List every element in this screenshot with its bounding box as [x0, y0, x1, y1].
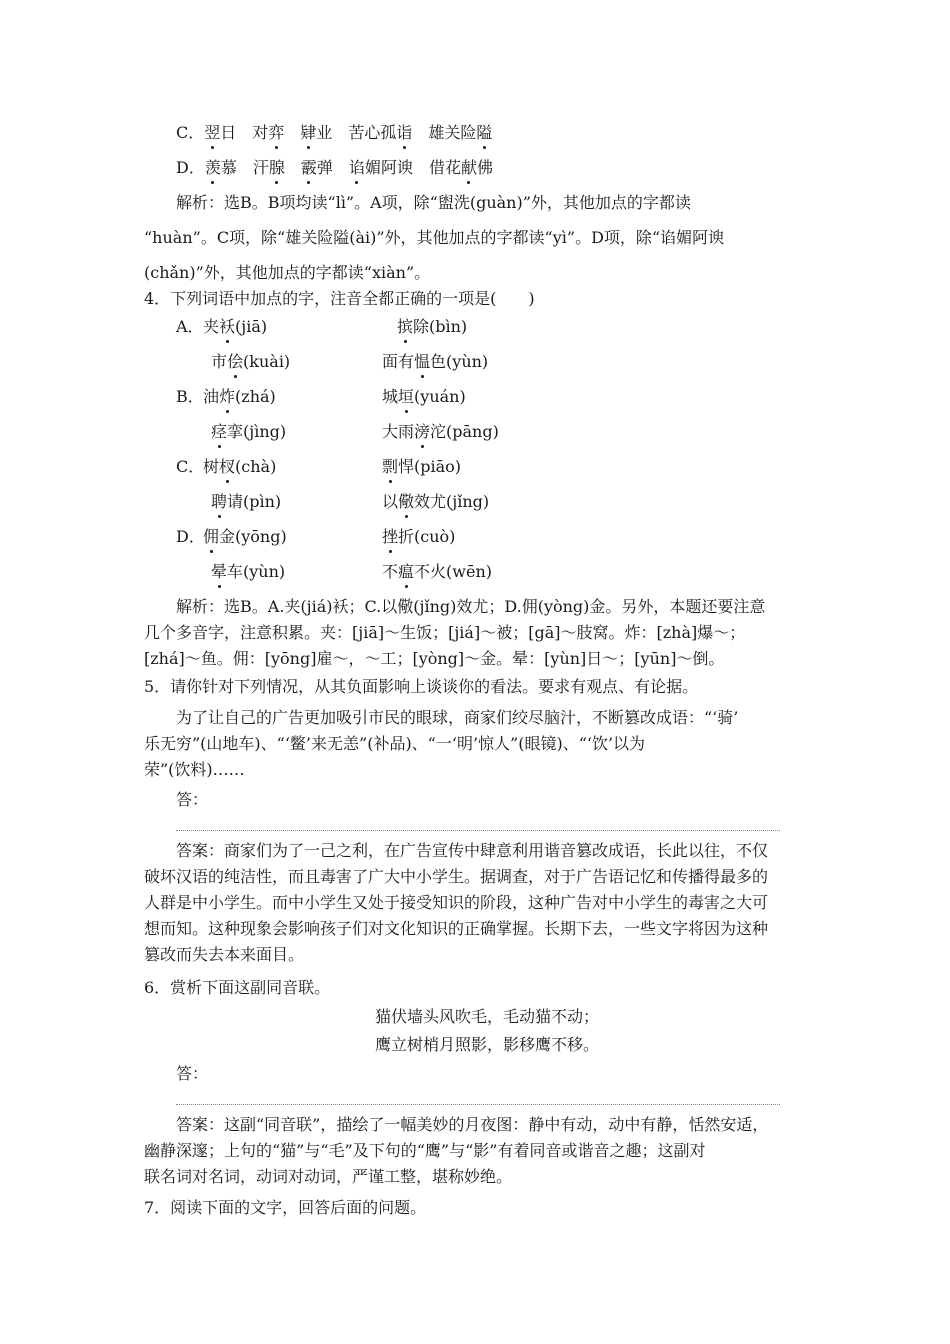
q4-option-item: 以儆效尤(jǐng): [382, 492, 490, 511]
q6-answer-prompt: 答：: [176, 1064, 209, 1083]
q6-couplet-line: 猫伏墙头风吹毛，毛动猫不动；: [375, 1007, 600, 1026]
q4-option-item: 痉挛(jìng): [211, 422, 287, 441]
q4-option-item: 不瘟不火(wēn): [382, 562, 492, 581]
q5-passage-line: 荣”(饮料)……: [144, 760, 245, 779]
q6-question: 6．赏析下面这副同音联。: [144, 978, 331, 997]
q6-answer-line: 幽静深邃；上句的“猫”与“毛”及下句的“鹰”与“影”有着同音或谐音之趣；这副对: [144, 1141, 706, 1160]
dotted-char: 侩: [227, 352, 244, 371]
q4-option-label: C．: [176, 457, 205, 476]
q3-option-c: C．翌日 对弈 肄业 苦心孤诣 雄关险隘: [176, 123, 493, 142]
q4-option-label: A．: [176, 317, 204, 336]
q3-option-d: D．羡慕 汗腺 霰弹 谄媚阿谀 借花献佛: [176, 158, 494, 177]
q4-option-item: 夹袄(jiā): [203, 317, 268, 336]
q4-option-label: B．: [176, 387, 204, 406]
dotted-char: 献: [460, 158, 477, 177]
dotted-char: 腺: [268, 158, 285, 177]
q5-answer-line: 破坏汉语的纯洁性，而且毒害了广大中小学生。据调查，对于广告语记忆和传播得最多的: [144, 867, 769, 886]
answer-line: [176, 1104, 780, 1105]
dotted-char: 谄: [348, 158, 365, 177]
q4-option-item: 大雨滂沱(pāng): [382, 422, 499, 441]
dotted-char: 愠: [414, 352, 431, 371]
q5-answer-line: 答案：商家们为了一己之利，在广告宣传中肆意利用谐音篡改成语，长此以往，不仅: [176, 841, 769, 860]
dotted-char: 剽: [382, 457, 399, 476]
q4-option-item: 挫折(cuò): [382, 527, 456, 546]
dotted-char: 肄: [300, 123, 317, 142]
q3-analysis-line: 解析：选B。B项均读“lì”。A项，除“盥洗(guàn)”外，其他加点的字都读: [176, 193, 691, 212]
dotted-char: 瘟: [398, 562, 415, 581]
q4-option-item: 城垣(yuán): [382, 387, 466, 406]
q4-option-item: 佣金(yōng): [203, 527, 287, 546]
dotted-char: 霰: [300, 158, 317, 177]
q4-option-item: 面有愠色(yùn): [382, 352, 489, 371]
q4-option-label: D．: [176, 527, 205, 546]
dotted-char: 羡: [204, 158, 221, 177]
dotted-char: 杈: [219, 457, 236, 476]
q4-option-item: 油炸(zhá): [203, 387, 276, 406]
q4-option-item: 树杈(chà): [203, 457, 277, 476]
q4-question: 4．下列词语中加点的字，注音全都正确的一项是( ): [144, 289, 535, 308]
q4-analysis-line: 几个多音字，注意积累。夹：[jiā]～生饭；[jiá]～被；[gā]～肢窝。炸：[zhà]爆～；: [144, 623, 746, 642]
dotted-char: 摈: [397, 317, 414, 336]
q5-answer-line: 篡改而失去本来面目。: [144, 945, 305, 964]
dotted-char: 袄: [219, 317, 236, 336]
q3-analysis-line: “huàn”。C项，除“雄关险隘(ài)”外，其他加点的字都读“yì”。D项，除“谄媚阿谀: [144, 228, 725, 247]
dotted-char: 炸: [219, 387, 236, 406]
q6-answer-line: 答案：这副“同音联”，描绘了一幅美妙的月夜图：静中有动，动中有静，恬然安适，: [176, 1115, 769, 1134]
q5-answer-prompt: 答：: [176, 790, 209, 809]
dotted-char: 晕: [211, 562, 228, 581]
q5-passage-line: 乐无穷”(山地车)、“‘鳖’来无恙”(补品)、“一‘明’惊人”(眼镜)、“‘饮’以为: [144, 734, 646, 753]
answer-line: [176, 830, 780, 831]
q4-option-item: 剽悍(piāo): [382, 457, 462, 476]
option-label: D．: [176, 158, 205, 177]
q5-answer-line: 想而知。这种现象会影响孩子们对文化知识的正确掌握。长期下去，一些文字将因为这种: [144, 919, 769, 938]
q7-question: 7．阅读下面的文字，回答后面的问题。: [144, 1198, 427, 1217]
q4-option-item: 晕车(yùn): [211, 562, 286, 581]
dotted-char: 弈: [268, 123, 285, 142]
dotted-char: 聘: [211, 492, 228, 511]
q4-analysis-line: 解析：选B。A.夹(jiá)袄；C.以儆(jǐng)效尤；D.佣(yòng)金。另外，本题还要注意: [176, 597, 766, 616]
dotted-char: 翌: [204, 123, 221, 142]
q5-passage-line: 为了让自己的广告更加吸引市民的眼球，商家们绞尽脑汁，不断篡改成语：“‘骑’: [176, 708, 739, 727]
dotted-char: 痉: [211, 422, 228, 441]
option-label: C．: [176, 123, 205, 142]
q4-analysis-line: [zhá]～鱼。佣：[yōng]雇～，～工；[yòng]～金。晕：[yùn]日～；[yūn]～倒。: [144, 649, 725, 668]
dotted-char: 滂: [414, 422, 431, 441]
dotted-char: 隘: [476, 123, 493, 142]
q4-option-item: 市侩(kuài): [211, 352, 291, 371]
q3-analysis-line: (chǎn)”外，其他加点的字都读“xiàn”。: [144, 263, 431, 282]
dotted-char: 诣: [396, 123, 413, 142]
q5-answer-line: 人群是中小学生。而中小学生又处于接受知识的阶段，这种广告对中小学生的毒害之大可: [144, 893, 769, 912]
dotted-char: 佣: [203, 527, 220, 546]
dotted-char: 垣: [398, 387, 415, 406]
dotted-char: 挫: [382, 527, 399, 546]
q6-couplet-line: 鹰立树梢月照影，影移鹰不移。: [375, 1035, 600, 1054]
q4-option-item: 摈除(bìn): [397, 317, 468, 336]
dotted-char: 儆: [398, 492, 415, 511]
q4-option-item: 聘请(pìn): [211, 492, 282, 511]
q6-answer-line: 联名词对名词，动词对动词，严谨工整，堪称妙绝。: [144, 1167, 513, 1186]
q5-question: 5．请你针对下列情况，从其负面影响上谈谈你的看法。要求有观点、有论据。: [144, 677, 699, 696]
